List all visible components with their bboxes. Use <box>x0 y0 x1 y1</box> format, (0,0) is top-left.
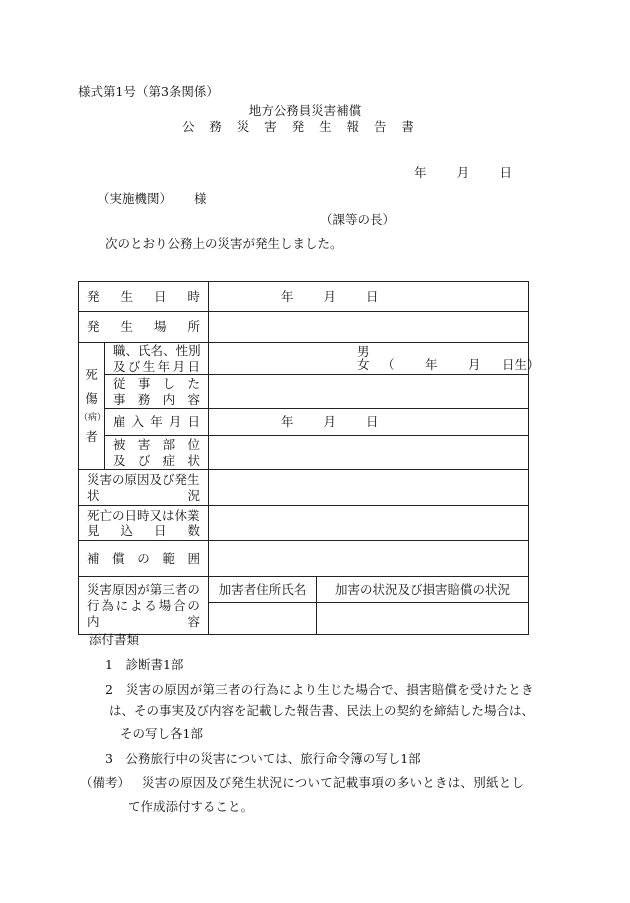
gender-female: 女 <box>357 356 370 372</box>
remarks-line2: て作成添付すること。 <box>128 799 254 814</box>
birth-paren: （ <box>382 356 395 372</box>
dt-year: 年 <box>281 288 294 304</box>
occurrence-place-text <box>87 319 200 335</box>
label-compensation <box>79 541 209 577</box>
row-third-party-header <box>79 577 529 603</box>
attachment-item1: 1 診断書1部 <box>105 657 184 672</box>
third-party-line2 <box>87 598 200 614</box>
third-party-line2-char: 場 <box>158 597 172 613</box>
victim-group-label <box>79 343 105 470</box>
intro-text: 次のとおり公務上の災害が発生しました。 <box>105 236 343 251</box>
title-line2-text-char: 害 <box>264 119 277 134</box>
death-line2 <box>87 523 200 539</box>
form-number: 様式第1号（第3条関係） <box>78 84 219 99</box>
victim-name-line1 <box>113 343 200 359</box>
title-line2-text-char: 公 <box>182 119 195 134</box>
hire-date-text-char: 雇 <box>113 414 126 430</box>
row-injury <box>79 436 529 470</box>
value-victim-work[interactable] <box>209 375 529 409</box>
row-occurrence-place <box>79 312 529 343</box>
victim-name-line2-char: 月 <box>172 358 186 374</box>
occurrence-datetime-text <box>87 289 200 305</box>
title-line2-text-char: 報 <box>346 119 360 134</box>
occurrence-place-text-char: 場 <box>153 319 167 335</box>
victim-name-line1-char: 、 <box>125 343 139 358</box>
third-party-line2-char: に <box>115 597 129 613</box>
birth-month: 月 <box>468 356 481 372</box>
injury-line1 <box>113 437 200 453</box>
date-month: 月 <box>456 165 470 180</box>
victim-name-line2 <box>113 359 200 375</box>
victim-name-line2-char: 生 <box>142 358 156 374</box>
victim-name-line2-char: 及 <box>113 358 126 374</box>
occurrence-datetime-text-char: 日 <box>153 288 167 304</box>
row-occurrence-datetime <box>79 282 529 312</box>
attachment-item2-line3: その写し各1部 <box>120 726 203 741</box>
label-injury <box>105 436 209 470</box>
compensation-range-text <box>87 551 200 567</box>
hire-day: 日 <box>366 414 379 430</box>
victim-name-line1-char: 、 <box>163 343 176 358</box>
title-line2-text-char: 書 <box>401 119 414 134</box>
compensation-range-text-char: 囲 <box>187 550 200 566</box>
value-occurrence-datetime[interactable] <box>209 282 529 312</box>
attachments-heading: 添付書類 <box>89 632 140 647</box>
cause-line1: 災害の原因及び発生 <box>87 472 200 488</box>
victim-work-line2 <box>113 392 200 408</box>
title-line2-text-char: 務 <box>209 119 222 134</box>
third-party-line1-char: の <box>187 582 200 598</box>
label-third-party <box>79 577 209 635</box>
death-line2-char: 数 <box>187 523 200 539</box>
row-cause <box>79 470 529 506</box>
hire-date-text-char: 年 <box>150 414 163 430</box>
row-compensation <box>79 541 529 577</box>
row-hire-date <box>79 409 529 436</box>
header-assailant: 加害者住所氏名 <box>209 577 317 603</box>
compensation-range-text-char: の <box>137 550 150 566</box>
remarks-label: （備考） <box>80 775 131 790</box>
occurrence-datetime-text-char: 発 <box>87 288 100 304</box>
third-party-line2-char: る <box>144 597 157 613</box>
victim-name-line1-char: 職 <box>113 343 126 358</box>
victim-work-line1-char: た <box>187 376 200 392</box>
title-line2-text-char: 発 <box>291 119 305 134</box>
victim-name-line1-char: 氏 <box>138 343 151 358</box>
value-occurrence-place[interactable] <box>209 312 529 343</box>
label-cause <box>79 470 209 506</box>
third-party-line2-char: の <box>187 597 200 613</box>
tp-line3-left: 内 <box>87 613 100 629</box>
value-injury[interactable] <box>209 436 529 470</box>
label-death <box>79 506 209 541</box>
title-line2-text-char: 生 <box>319 119 332 134</box>
title-line2-text-char: 告 <box>373 119 387 134</box>
third-party-line1-char: が <box>137 582 150 598</box>
birth-year: 年 <box>425 356 438 372</box>
victim-work-line2-char: 内 <box>162 391 176 407</box>
third-party-line1-char: 災 <box>87 582 100 598</box>
attachment-item2-line2: は、その事実及び内容を記載した報告書、民法上の契約を締結した場合は、 <box>109 703 535 718</box>
row-death <box>79 506 529 541</box>
victim-name-line2-char: 年 <box>157 358 171 374</box>
row-victim-work <box>79 375 529 409</box>
label-occurrence-datetime <box>79 282 209 312</box>
occurrence-place-text-char: 所 <box>187 319 200 335</box>
third-party-line1-char: 害 <box>99 582 113 598</box>
injury-line2-char: 状 <box>187 452 200 468</box>
remarks-line1: 災害の原因及び発生状況について記載事項の多いときは、別紙とし <box>142 775 525 790</box>
date-line <box>414 167 512 180</box>
victim-work-line2-char: 務 <box>137 391 151 407</box>
title-line2-text <box>182 121 414 134</box>
victim-name-line2-char: 日 <box>187 358 200 374</box>
hire-date-text <box>113 414 200 430</box>
injury-line2-char: 症 <box>162 452 176 468</box>
title-line2 <box>182 121 414 134</box>
injury-line1-char: 害 <box>137 437 151 453</box>
label-occurrence-place <box>79 312 209 343</box>
injury-line2 <box>113 453 200 469</box>
third-party-line1-char: 三 <box>162 582 175 598</box>
label-hire-date <box>105 409 209 436</box>
occurrence-datetime-text-char: 生 <box>120 288 133 304</box>
value-assailant[interactable] <box>209 603 317 635</box>
victim-work-line1-char: 事 <box>137 376 151 392</box>
header-damage-status: 加害の状況及び損害賠償の状況 <box>317 577 529 603</box>
third-party-line2-char: 為 <box>101 597 114 613</box>
third-party-line1-char: 原 <box>112 582 125 598</box>
victim-work-line1 <box>113 376 200 392</box>
injury-line1-char: 被 <box>113 437 126 453</box>
addressee-honorific: 様 <box>194 191 207 206</box>
death-line1: 死亡の日時又は休業 <box>87 507 200 523</box>
date-year: 年 <box>414 165 427 180</box>
signer: （課等の長） <box>320 212 396 227</box>
victim-work-line2-char: 容 <box>187 391 200 407</box>
date-day: 日 <box>499 165 512 180</box>
victim-work-line2-char: 事 <box>113 391 126 407</box>
value-cause[interactable] <box>209 470 529 506</box>
victim-group-char: 者 <box>85 429 98 445</box>
hire-date-text-char: 月 <box>168 414 182 430</box>
compensation-range-text-char: 補 <box>87 550 100 566</box>
cause-line2-right: 況 <box>187 487 200 503</box>
victim-work-line1-char: 従 <box>113 376 126 392</box>
victim-work-line1-char: し <box>162 376 176 392</box>
compensation-range-text-char: 範 <box>162 550 175 566</box>
hire-year: 年 <box>281 414 294 430</box>
victim-name-line1-char: 別 <box>188 343 201 358</box>
birth-suffix: 日生） <box>502 356 540 372</box>
value-hire-date[interactable] <box>209 409 529 436</box>
victim-name-line1-char: 名 <box>150 343 164 358</box>
label-victim-work <box>105 375 209 409</box>
attachment-item3: 3 公務旅行中の災害については、旅行命令簿の写し1部 <box>105 751 421 766</box>
victim-group-char: 傷 <box>85 391 98 407</box>
title-line2-text-char: 災 <box>236 119 250 134</box>
third-party-line1 <box>87 582 200 598</box>
dt-day: 日 <box>366 288 379 304</box>
death-line2-char: 込 <box>120 523 133 539</box>
value-damage-status[interactable] <box>317 603 529 635</box>
occurrence-place-text-char: 発 <box>87 319 100 335</box>
hire-date-text-char: 日 <box>187 414 200 430</box>
third-party-line2-char: 行 <box>87 597 100 613</box>
victim-group-char: 死 <box>85 367 98 383</box>
third-party-line2-char: 合 <box>173 597 186 613</box>
injury-line2-char: び <box>137 452 151 468</box>
injury-line1-char: 位 <box>187 437 200 453</box>
report-table <box>78 281 540 635</box>
occurrence-datetime-text-char: 時 <box>187 288 200 304</box>
death-line2-char: 見 <box>87 523 100 539</box>
tp-line3-right: 容 <box>187 613 200 629</box>
death-line2-char: 日 <box>153 523 167 539</box>
title-line1: 地方公務員災害補償 <box>248 103 362 118</box>
victim-group-char: （病） <box>79 412 107 423</box>
injury-line2-char: 及 <box>113 452 126 468</box>
value-compensation[interactable] <box>209 541 529 577</box>
dt-month: 月 <box>323 288 337 304</box>
victim-name-line2-char: び <box>127 358 141 374</box>
attachment-item2-line1: 2 災害の原因が第三者の行為により生じた場合で、損害賠償を受けたとき <box>105 682 534 697</box>
victim-name-line1-char: 性 <box>175 343 189 358</box>
cause-line2-left: 状 <box>87 487 100 503</box>
value-death[interactable] <box>209 506 529 541</box>
occurrence-place-text-char: 生 <box>120 319 133 335</box>
label-victim-name <box>105 343 209 375</box>
injury-line1-char: 部 <box>162 437 176 453</box>
third-party-line2-char: よ <box>130 597 143 613</box>
third-party-line1-char: 者 <box>174 582 188 598</box>
addressee-org: （実施機関） <box>97 191 173 206</box>
third-party-line1-char: 因 <box>124 582 138 598</box>
third-party-line1-char: 第 <box>149 582 163 598</box>
compensation-range-text-char: 償 <box>112 550 125 566</box>
hire-date-text-char: 入 <box>131 414 145 430</box>
gender-male: 男 <box>357 343 370 359</box>
row-victim-name <box>79 343 529 375</box>
value-victim-name[interactable] <box>209 343 540 375</box>
hire-month: 月 <box>323 414 337 430</box>
